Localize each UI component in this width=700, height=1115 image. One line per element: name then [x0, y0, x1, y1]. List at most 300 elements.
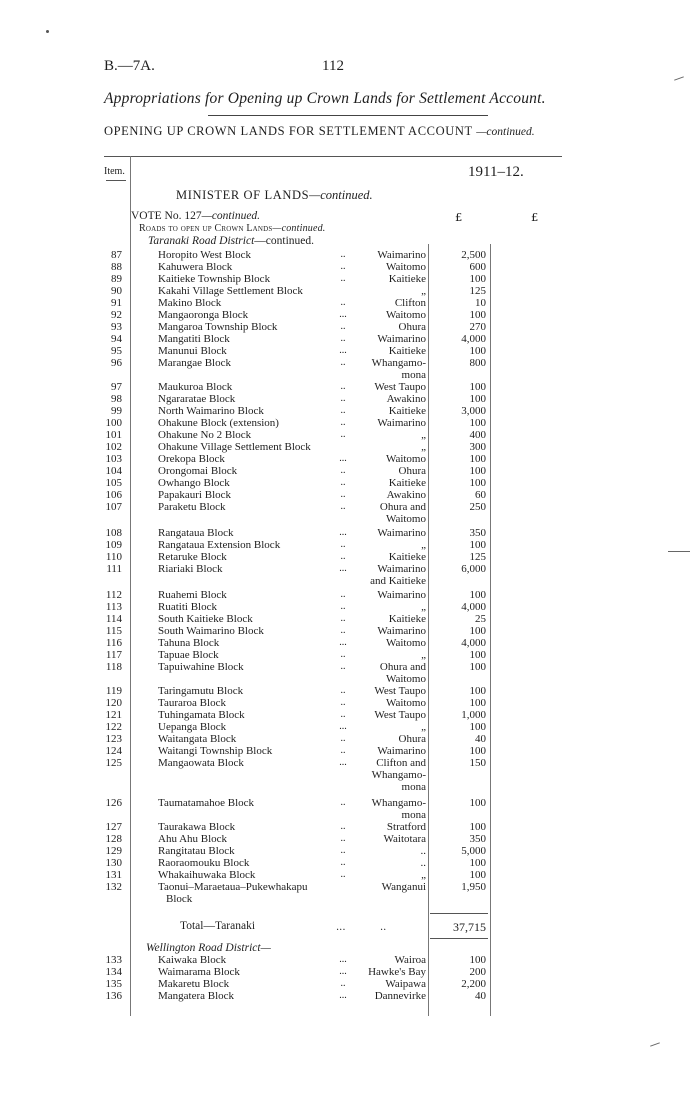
leader-dots: .. — [340, 429, 346, 440]
amount: 100 — [469, 539, 486, 551]
location: Kaitieke — [388, 273, 426, 285]
leader-dots: .. — [340, 661, 346, 672]
block-name: Rangataua Extension Block — [158, 539, 281, 551]
location: Waitotara — [383, 833, 426, 845]
amount: 1,000 — [461, 709, 486, 721]
table-row — [0, 297, 700, 309]
leader-dots: .. — [340, 357, 346, 368]
vote-heading — [131, 210, 260, 222]
amount: 100 — [469, 589, 486, 601]
block-name: Mangaroa Township Block — [158, 321, 278, 333]
location: West Taupo — [374, 709, 426, 721]
amount: 2,200 — [461, 978, 486, 990]
block-name: Orongomai Block — [158, 465, 238, 477]
leader-dots: .. — [340, 417, 346, 428]
location: Kaitieke — [388, 477, 426, 489]
block-name: Ruahemi Block — [158, 589, 227, 601]
block-name: Rangataua Block — [158, 527, 234, 539]
leader-dots: .. — [340, 625, 346, 636]
leader-dots: .. — [340, 381, 346, 392]
amount: 25 — [475, 613, 486, 625]
block-name: Mangaowata Block — [158, 757, 244, 769]
table-row — [0, 345, 700, 357]
location: Awakino — [386, 489, 426, 501]
leader-dots: .. — [340, 333, 346, 344]
block-name: Mangatiti Block — [158, 333, 230, 345]
location-continuation — [0, 769, 700, 781]
table-row — [0, 539, 700, 551]
vote-suffix: —continued. — [201, 210, 261, 222]
location-line: Waitomo — [385, 673, 426, 685]
amount: 100 — [469, 381, 486, 393]
amount: 100 — [469, 309, 486, 321]
location: „ — [421, 539, 426, 551]
amount: 125 — [469, 285, 486, 297]
item-number: 104 — [105, 465, 122, 477]
block-name: Manunui Block — [158, 345, 227, 357]
block-name: Riariaki Block — [158, 563, 223, 575]
location: Ohura and — [379, 501, 426, 513]
amount: 600 — [469, 261, 486, 273]
item-number: 118 — [105, 661, 122, 673]
location-continuation — [0, 809, 700, 821]
table-row — [0, 978, 700, 990]
amount: 5,000 — [461, 845, 486, 857]
table-row — [0, 285, 700, 297]
amount: 40 — [475, 733, 486, 745]
block-name: Ohakune No 2 Block — [158, 429, 252, 441]
item-number: 128 — [105, 833, 122, 845]
leader-dots: .. — [340, 249, 346, 260]
block-name-line: Block — [166, 893, 193, 905]
item-number: 87 — [111, 249, 122, 261]
table-row — [0, 733, 700, 745]
amount: 100 — [469, 745, 486, 757]
leader-dots: .. — [340, 733, 346, 744]
amount: 800 — [469, 357, 486, 369]
district-suffix: —continued. — [254, 235, 315, 247]
leader-dots: .. — [340, 857, 346, 868]
item-number: 133 — [105, 954, 122, 966]
location: Wanganui — [381, 881, 426, 893]
amount: 100 — [469, 661, 486, 673]
leader-dots: ... — [339, 721, 347, 732]
location: Waipawa — [385, 978, 426, 990]
table-row — [0, 637, 700, 649]
table-row — [0, 797, 700, 809]
amount: 350 — [469, 527, 486, 539]
item-number: 95 — [111, 345, 122, 357]
amount: 10 — [475, 297, 486, 309]
block-name: Tahuna Block — [158, 637, 220, 649]
item-number: 132 — [105, 881, 122, 893]
vote-line: VOTE No. 127 — [131, 210, 202, 222]
amount: 100 — [469, 797, 486, 809]
item-number: 136 — [105, 990, 122, 1002]
location: „ — [421, 721, 426, 733]
location: Waimarino — [377, 249, 426, 261]
table-row — [0, 589, 700, 601]
item-number: 93 — [111, 321, 122, 333]
amount: 4,000 — [461, 601, 486, 613]
document-code: B.—7A. — [104, 58, 155, 74]
table-row — [0, 417, 700, 429]
leader-dots: ... — [339, 966, 347, 977]
location: Waimarino — [377, 589, 426, 601]
location: Clifton — [394, 297, 426, 309]
block-name: Ahu Ahu Block — [158, 833, 228, 845]
table-row — [0, 273, 700, 285]
amount: 250 — [469, 501, 486, 513]
amount: 100 — [469, 869, 486, 881]
item-number: 124 — [105, 745, 122, 757]
location: „ — [421, 601, 426, 613]
ministry-heading — [176, 188, 373, 203]
table-row — [0, 857, 700, 869]
block-name: Taurakawa Block — [158, 821, 236, 833]
location: Whangamo- — [371, 357, 426, 369]
leader-dots: .. — [340, 551, 346, 562]
location: „ — [421, 649, 426, 661]
leader-dots: .. — [340, 869, 346, 880]
block-name: Taumatamahoe Block — [158, 797, 255, 809]
leader-dots: .. — [340, 465, 346, 476]
leader-dots: .. — [340, 489, 346, 500]
location: „ — [421, 429, 426, 441]
block-name: Marangae Block — [158, 357, 231, 369]
block-name: Whakaihuwaka Block — [158, 869, 256, 881]
location: Whangamo- — [371, 797, 426, 809]
location: Dannevirke — [374, 990, 426, 1002]
block-name: Taringamutu Block — [158, 685, 244, 697]
leader-dots: .. — [340, 709, 346, 720]
location-line: Whangamo- — [371, 769, 426, 781]
leader-dots: .. — [340, 845, 346, 856]
currency-symbol-1: £ — [455, 210, 463, 224]
header-rule — [208, 115, 488, 116]
leader-dots: .. — [340, 273, 346, 284]
block-name: Ngararatae Block — [158, 393, 236, 405]
location-line: and Kaitieke — [370, 575, 426, 587]
table-row — [0, 869, 700, 881]
item-number: 98 — [111, 393, 122, 405]
location: Hawke's Bay — [368, 966, 426, 978]
leader-dots: .. — [340, 405, 346, 416]
location: Waimarino — [377, 563, 426, 575]
currency-symbol-2: £ — [531, 210, 539, 224]
location-continuation — [0, 575, 700, 587]
location: Ohura — [398, 733, 426, 745]
leader-dots: ... — [339, 527, 347, 538]
location: Waimarino — [377, 625, 426, 637]
item-number: 108 — [105, 527, 122, 539]
location-line: mona — [401, 781, 426, 793]
page-subtitle: Appropriations for Opening up Crown Lands for Settlement Account. — [104, 90, 546, 107]
table-row — [0, 333, 700, 345]
item-number: 119 — [105, 685, 122, 697]
amount: 100 — [469, 721, 486, 733]
table-row — [0, 721, 700, 733]
item-number: 129 — [105, 845, 122, 857]
scan-dot — [46, 30, 49, 33]
block-name: Kaiwaka Block — [158, 954, 227, 966]
year-column-header: 1911–12. — [468, 164, 524, 180]
block-name: Papakauri Block — [158, 489, 232, 501]
table-row — [0, 393, 700, 405]
location: West Taupo — [374, 685, 426, 697]
item-number: 94 — [111, 333, 122, 345]
item-number: 126 — [105, 797, 122, 809]
amount: 100 — [469, 345, 486, 357]
item-number: 103 — [105, 453, 122, 465]
total-leader-dots: ... — [336, 922, 346, 933]
amount: 100 — [469, 697, 486, 709]
roads-heading — [139, 223, 326, 234]
amount: 100 — [469, 477, 486, 489]
scan-mark — [674, 76, 684, 80]
block-name: Ohakune Block (extension) — [158, 417, 279, 429]
leader-dots: .. — [340, 613, 346, 624]
amount: 100 — [469, 417, 486, 429]
amount: 4,000 — [461, 333, 486, 345]
item-number: 89 — [111, 273, 122, 285]
table-row — [0, 649, 700, 661]
section-suffix: —continued. — [476, 126, 535, 138]
block-name: Ohakune Village Settlement Block — [158, 441, 311, 453]
table-row — [0, 261, 700, 273]
leader-dots: ... — [339, 637, 347, 648]
location: Waitomo — [385, 453, 426, 465]
leader-dots: .. — [340, 297, 346, 308]
block-name: Mangaoronga Block — [158, 309, 249, 321]
table-row — [0, 381, 700, 393]
item-number: 130 — [105, 857, 122, 869]
section-title — [104, 124, 535, 139]
item-number: 125 — [105, 757, 122, 769]
location-continuation — [0, 513, 700, 525]
item-number: 114 — [105, 613, 122, 625]
block-name: Maukuroa Block — [158, 381, 233, 393]
amount: 100 — [469, 393, 486, 405]
table-row — [0, 661, 700, 673]
block-name: Tauraroa Block — [158, 697, 226, 709]
table-row — [0, 357, 700, 369]
block-continuation — [0, 893, 700, 905]
block-name: Mangatera Block — [158, 990, 235, 1002]
amount: 100 — [469, 857, 486, 869]
section-title-text: OPENING UP CROWN LANDS FOR SETTLEMENT ACCOUNT — [104, 124, 473, 138]
total-amount: 37,715 — [453, 920, 486, 934]
amount: 4,000 — [461, 637, 486, 649]
leader-dots: ... — [339, 990, 347, 1001]
item-number: 92 — [111, 309, 122, 321]
location: Clifton and — [376, 757, 426, 769]
leader-dots: ... — [339, 309, 347, 320]
table-row — [0, 697, 700, 709]
table-row — [0, 954, 700, 966]
leader-dots: .. — [340, 821, 346, 832]
item-number: 113 — [105, 601, 122, 613]
ministry-title: MINISTER OF LANDS — [176, 188, 310, 202]
block-name: Waitangata Block — [158, 733, 237, 745]
amount: 2,500 — [461, 249, 486, 261]
table-row — [0, 477, 700, 489]
item-number: 131 — [105, 869, 122, 881]
item-number: 121 — [105, 709, 122, 721]
table-row — [0, 563, 700, 575]
location: „ — [421, 285, 426, 297]
leader-dots: .. — [340, 601, 346, 612]
amount: 400 — [469, 429, 486, 441]
table-row — [0, 601, 700, 613]
item-number: 112 — [105, 589, 122, 601]
amount: 300 — [469, 441, 486, 453]
scan-mark — [650, 1042, 660, 1046]
block-name: Kakahi Village Settlement Block — [158, 285, 303, 297]
item-number: 101 — [105, 429, 122, 441]
table-row — [0, 465, 700, 477]
leader-dots: .. — [340, 833, 346, 844]
table-row — [0, 501, 700, 513]
item-number: 105 — [105, 477, 122, 489]
location: Waimarino — [377, 745, 426, 757]
amount: 150 — [469, 757, 486, 769]
block-name: South Waimarino Block — [158, 625, 264, 637]
leader-dots: ... — [339, 757, 347, 768]
block-name: Ruatiti Block — [158, 601, 217, 613]
location: Waitomo — [385, 637, 426, 649]
scan-mark — [668, 551, 690, 552]
table-row — [0, 429, 700, 441]
leader-dots: .. — [340, 589, 346, 600]
location: Awakino — [386, 393, 426, 405]
block-name: Rangitatau Block — [158, 845, 235, 857]
table-row — [0, 881, 700, 893]
location: Waitomo — [385, 697, 426, 709]
location-line: mona — [401, 369, 426, 381]
location: Ohura and — [379, 661, 426, 673]
amount: 100 — [469, 649, 486, 661]
location-line: Waitomo — [385, 513, 426, 525]
amount: 100 — [469, 465, 486, 477]
leader-dots: .. — [340, 745, 346, 756]
item-number: 102 — [105, 441, 122, 453]
table-row — [0, 321, 700, 333]
location: .. — [420, 845, 426, 857]
table-row — [0, 551, 700, 563]
item-number: 115 — [105, 625, 122, 637]
table-row — [0, 441, 700, 453]
location: Waitomo — [385, 261, 426, 273]
leader-dots: .. — [340, 797, 346, 808]
item-number: 106 — [105, 489, 122, 501]
amount: 60 — [475, 489, 486, 501]
item-number: 117 — [105, 649, 122, 661]
amount: 100 — [469, 954, 486, 966]
item-number: 120 — [105, 697, 122, 709]
location: Kaitieke — [388, 613, 426, 625]
location: Kaitieke — [388, 551, 426, 563]
item-number: 116 — [105, 637, 122, 649]
roads-suffix: —continued. — [272, 223, 326, 234]
item-number: 122 — [105, 721, 122, 733]
leader-dots: ... — [339, 453, 347, 464]
amount: 1,950 — [461, 881, 486, 893]
table-row — [0, 966, 700, 978]
total-top-rule — [430, 913, 488, 914]
block-name: Horopito West Block — [158, 249, 252, 261]
leader-dots: .. — [340, 393, 346, 404]
location: Waimarino — [377, 527, 426, 539]
leader-dots: .. — [340, 261, 346, 272]
item-column-header: Item. — [104, 166, 125, 177]
block-name: Owhango Block — [158, 477, 230, 489]
location: Wairoa — [394, 954, 426, 966]
table-row — [0, 613, 700, 625]
leader-dots: .. — [340, 685, 346, 696]
amount: 200 — [469, 966, 486, 978]
district-heading — [148, 235, 314, 247]
location: .. — [420, 857, 426, 869]
item-number: 111 — [106, 563, 122, 575]
table-row — [0, 745, 700, 757]
block-name: Retaruke Block — [158, 551, 227, 563]
table-row — [0, 821, 700, 833]
item-number: 100 — [105, 417, 122, 429]
item-number: 110 — [105, 551, 122, 563]
location: Waimarino — [377, 417, 426, 429]
item-number: 123 — [105, 733, 122, 745]
table-row — [0, 453, 700, 465]
total-leader-dots-2: .. — [380, 922, 387, 933]
location-line: mona — [401, 809, 426, 821]
item-number: 90 — [111, 285, 122, 297]
table-row — [0, 527, 700, 539]
table-row — [0, 249, 700, 261]
location: Stratford — [386, 821, 426, 833]
district-heading-text: Taranaki Road District — [148, 235, 255, 247]
roads-heading-text: Roads to open up Crown Lands — [139, 223, 273, 234]
block-name: Uepanga Block — [158, 721, 227, 733]
item-number: 107 — [105, 501, 122, 513]
block-name: Raoraomouku Block — [158, 857, 250, 869]
ministry-suffix: —continued. — [309, 188, 373, 202]
item-header-underline — [106, 180, 126, 181]
block-name: Taonui–Maraetaua–Pukewhakapu — [158, 881, 308, 893]
leader-dots: ... — [339, 345, 347, 356]
location-continuation — [0, 781, 700, 793]
item-number: 109 — [105, 539, 122, 551]
block-name: Kahuwera Block — [158, 261, 233, 273]
amount: 3,000 — [461, 405, 486, 417]
table-row — [0, 757, 700, 769]
table-row — [0, 625, 700, 637]
leader-dots: .. — [340, 477, 346, 488]
item-number: 96 — [111, 357, 122, 369]
amount: 100 — [469, 685, 486, 697]
location: Kaitieke — [388, 405, 426, 417]
block-name: Kaitieke Township Block — [158, 273, 271, 285]
table-row — [0, 845, 700, 857]
item-number: 99 — [111, 405, 122, 417]
leader-dots: .. — [340, 978, 346, 989]
amount: 40 — [475, 990, 486, 1002]
item-number: 135 — [105, 978, 122, 990]
amount: 100 — [469, 453, 486, 465]
location-continuation — [0, 673, 700, 685]
table-row — [0, 833, 700, 845]
block-name: Waitangi Township Block — [158, 745, 273, 757]
